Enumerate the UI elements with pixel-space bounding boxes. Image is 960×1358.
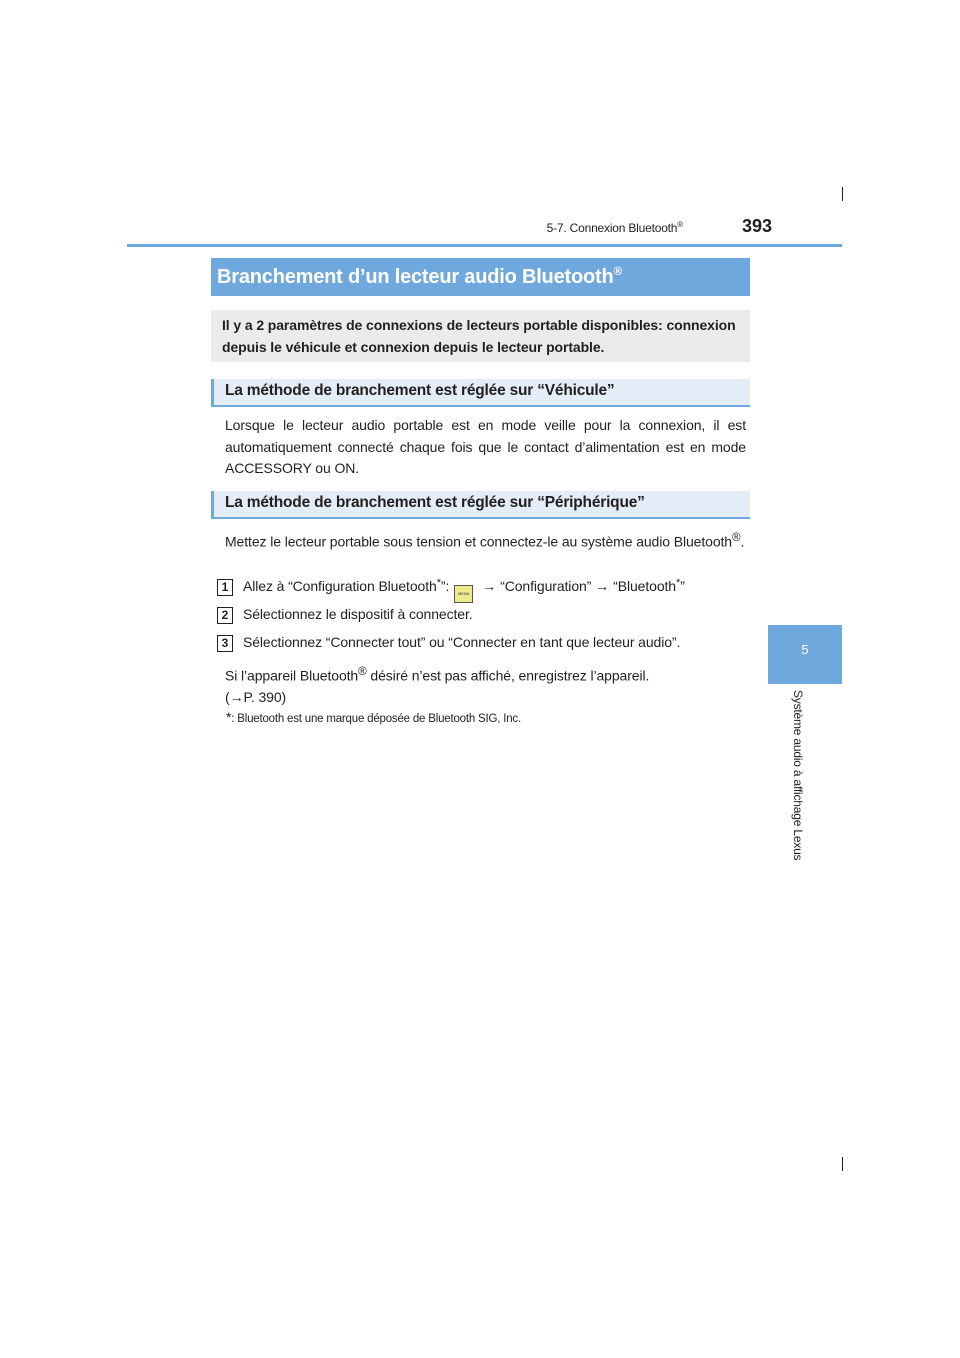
header-rule	[127, 244, 842, 247]
step-1-part5: ”	[680, 578, 685, 594]
section-title-text: Branchement d’un lecteur audio Bluetooth	[217, 265, 614, 288]
step-1-part3: “Configuration”	[500, 578, 592, 594]
arrow-icon: →	[229, 689, 244, 706]
step-1-text	[243, 577, 685, 603]
step-2-text: Sélectionnez le dispositif à connecter.	[243, 606, 473, 622]
crop-mark-top	[842, 187, 843, 201]
crop-mark-bottom	[842, 1157, 843, 1171]
page-reference-link[interactable]: P. 390)	[243, 689, 287, 706]
note-paragraph	[225, 661, 746, 709]
chapter-tab	[768, 625, 842, 684]
device-paragraph-sup: ®	[732, 531, 741, 544]
vehicle-paragraph: Lorsque le lecteur audio portable est en mode veille pour la connexion, il est automatiquement connecté chaque fois que le contact d’alimentation est en mode ACCESSORY ou ON.	[225, 417, 746, 477]
section-title	[217, 264, 622, 289]
page-number: 393	[742, 216, 773, 236]
step-3-text: Sélectionnez “Connecter tout” ou “Connecter en tant que lecteur audio”.	[243, 634, 681, 650]
note-text-b: désiré n’est pas affiché, enregistrez l’appareil.	[366, 667, 650, 684]
chapter-number: 5	[801, 642, 809, 657]
section-title-bar	[211, 258, 750, 296]
menu-button-icon	[454, 585, 473, 603]
device-paragraph	[225, 527, 746, 553]
device-paragraph-text: Mettez le lecteur portable sous tension et connectez-le au système audio Bluetooth	[225, 533, 732, 550]
step-number-1: 1	[217, 579, 233, 596]
step-number-2: 2	[217, 607, 233, 624]
menu-button-label: MENU	[458, 591, 470, 596]
step-1-star: *	[436, 577, 441, 589]
arrow-icon: →	[595, 578, 610, 594]
section-title-sup: ®	[613, 264, 623, 278]
intro-text: Il y a 2 paramètres de connexions de lecteurs portable disponibles: connexion depuis le véhicule et connexion depuis le lecteur portable.	[222, 317, 736, 355]
subheading-device-text: La méthode de branchement est réglée sur “Périphérique”	[225, 494, 645, 511]
step-number-3: 3	[217, 635, 233, 652]
footnote-text: : Bluetooth est une marque déposée de Bluetooth SIG, Inc.	[231, 713, 521, 725]
subheading-device	[211, 491, 750, 519]
section-label: 5-7. Connexion Bluetooth	[546, 221, 678, 235]
note-ref-open: (	[225, 689, 230, 706]
step-1-star-2: *	[676, 577, 681, 589]
footnote-star: *	[226, 709, 232, 725]
footnote	[226, 709, 521, 725]
step-1-part2: ”:	[440, 578, 450, 594]
subheading-vehicle-text: La méthode de branchement est réglée sur “Véhicule”	[225, 382, 615, 399]
note-text-a: Si l’appareil Bluetooth	[225, 667, 359, 684]
chapter-title: Système audio à affichage Lexus	[791, 690, 805, 861]
running-header	[0, 220, 683, 235]
intro-box	[211, 310, 750, 362]
step-1-part4: “Bluetooth	[613, 578, 676, 594]
device-paragraph-end: .	[740, 533, 745, 550]
arrow-icon: →	[482, 578, 497, 594]
note-sup: ®	[358, 665, 367, 678]
section-sup: ®	[677, 220, 683, 229]
subheading-vehicle	[211, 379, 750, 407]
step-1-part1: Allez à “Configuration Bluetooth	[243, 578, 437, 594]
